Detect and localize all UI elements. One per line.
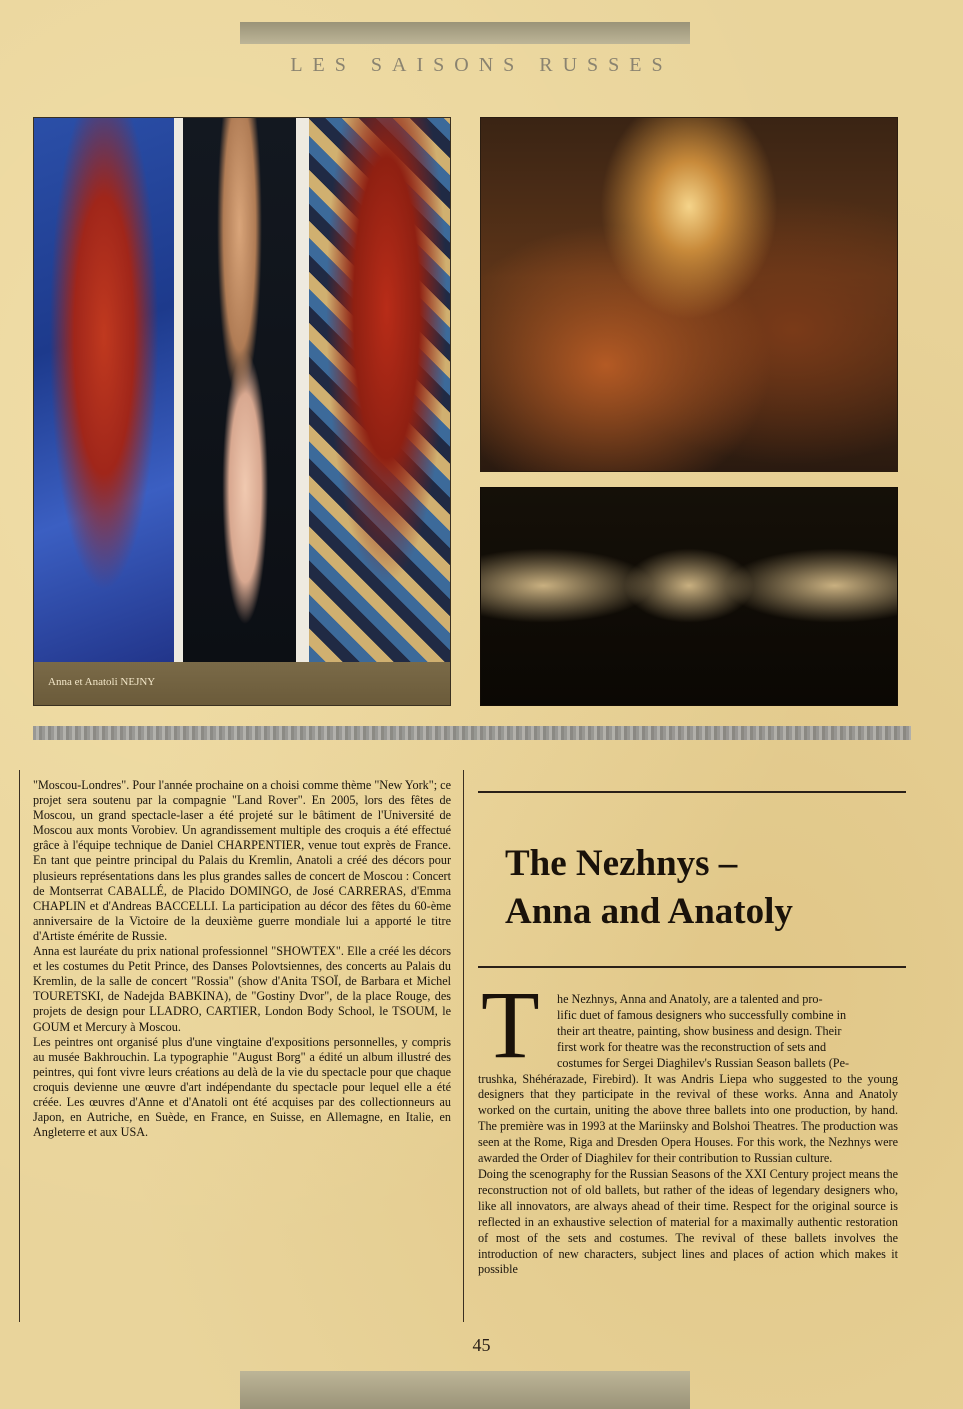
footer-bar [240, 1371, 690, 1409]
photo-caption: Anna et Anatoli NEJNY [48, 676, 156, 688]
article-title [505, 840, 905, 936]
english-paragraph: trushka, Shéhérazade, Firebird). It was Andris Liepa who suggested to the young designers that they participate in the revival of these works. Anna and Anatoly worked on the curtain, uniting the above three ballets into one production, by hand. The première was in 1993 at the Mariinsky and Bolshoi Theatres. The production was seen at the Rome, Riga and Dresden Opera Houses. For this work, the Nezhnys were awarded the Order of Diaghilev for their contribution to Russian culture. [478, 1071, 898, 1166]
title-rule-bottom [478, 966, 906, 968]
english-line: lific duet of famous designers who successfully combine in [557, 1007, 847, 1022]
panel-divider [174, 118, 183, 662]
french-paragraph: Anna est lauréate du prix national professionnel "SHOWTEX". Elle a créé les décors et les costumes du Petit Prince, des Danses Polovtsiennes, des concerts au Palais du Kremlin, de la salle de concert "Rossia" (show d'Anita TSOÏ, de Barbara et Michel TOURETSKI, de Nadejda BABKINA), de "Gostiny Dvor", de la place Rouge, des projets de design pour LLADRO, CARTIER, London Body School, le TSOUM, le GOUM et Mercury à Moscou. [33, 944, 451, 1034]
page-number: 45 [472, 1335, 491, 1355]
english-paragraph: Doing the scenography for the Russian Seasons of the XXI Century project means the reconstruction not of old ballets, but rather of the ideas of legendary designers who, like all innovators, are always ahead of their time. Respect for the original source is reflected in an exhaustive selection of material for a maximally authentic restoration of most of the sets and costumes. The revival of these ballets involves the introduction of new characters, subject lines and places of action which makes it possible [478, 1166, 898, 1277]
english-line: first work for theatre was the reconstruction of sets and [557, 1039, 827, 1054]
caption-bar [34, 662, 450, 705]
english-line: their art theatre, painting, show business and design. Their [557, 1023, 842, 1038]
artwork-panel-right [309, 118, 450, 662]
portrait-photo [33, 117, 451, 706]
costume-sketches-image [480, 487, 898, 706]
stage-set-painting [480, 117, 898, 472]
column-rule [19, 770, 20, 1322]
designers-photo-panel [183, 118, 296, 662]
title-rule-top [478, 791, 906, 793]
panel-divider [296, 118, 309, 662]
drop-cap: T [481, 971, 540, 1078]
french-paragraph: Les peintres ont organisé plus d'une vingtaine d'expositions personnelles, y compris au musée Bakhrouchin. La typographie "August Borg" a édité un album illustré des peintres, qui font vivre leurs créations au delà de la vie du spectacle pour que chaque croquis devienne une œuvre d'art indépendante du spectacle pour lequel elle a été créée. Les œuvres d'Anne et d'Anatoli ont été acquises par des collectionneurs au Japon, en Autriche, en Suède, en France, en Suisse, en Allemagne, en Italie, en Angleterre et aux USA. [33, 1034, 451, 1140]
french-text-column [33, 778, 451, 1140]
english-text-column [478, 992, 898, 1278]
article-title-line: The Nezhnys – [505, 843, 738, 884]
article-title-line: Anna and Anatoly [505, 891, 793, 932]
section-title: LES SAISONS RUSSES [290, 54, 673, 76]
french-paragraph: "Moscou-Londres". Pour l'année prochaine on a choisi comme thème "New York"; ce projet sera soutenu par la compagnie "Land Rover". En 2005, lors des fêtes de Moscou, un grand spectacle-laser a été projeté sur le bâtiment de l'Université de Moscou aux monts Vorobiev. Un agrandissement multiple des croquis a été effectué grâce à l'équipe technique de Daniel CHARPENTIER, venue tout exprès de France. En tant que peintre principal du Palais du Kremlin, Anatoli a créé des décors pour plusieurs représentations dans les plus grandes salles de concert de Moscou : Concert de Montserrat CABALLÉ, de Placido DOMINGO, de José CARRERAS, d'Emma CHAPLIN et d'Andreas BACCELLI. La participation au décor des fêtes du 60-ème anniversaire de la Victoire de la deuxième guerre mondiale lui a apporté le titre d'Artiste émérite de Russie. [33, 778, 451, 943]
english-line: costumes for Sergei Diaghilev's Russian Season ballets (Pe- [557, 1055, 850, 1070]
english-line: he Nezhnys, Anna and Anatoly, are a talented and pro- [557, 992, 823, 1006]
artwork-panel-left [34, 118, 174, 662]
section-divider [33, 726, 911, 740]
header-bar [240, 22, 690, 44]
column-rule [463, 770, 464, 1322]
